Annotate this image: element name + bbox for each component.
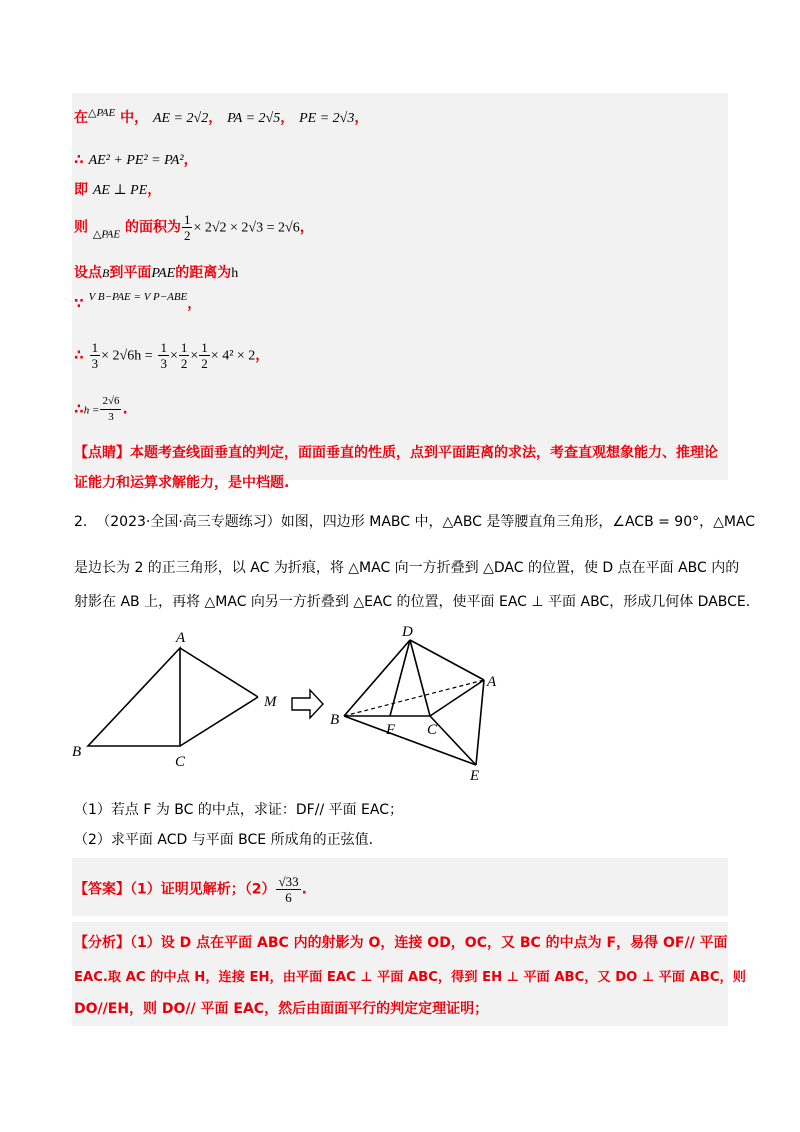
denominator: 2	[201, 356, 208, 371]
solution-line-6	[74, 291, 201, 313]
text: ，	[280, 110, 295, 126]
numerator: 1	[180, 340, 188, 355]
label-A-left: A	[176, 630, 186, 646]
text: 到平面	[109, 265, 152, 281]
math: h =	[83, 404, 100, 417]
analysis-line-1	[74, 932, 728, 952]
label-A-right: A	[487, 674, 497, 690]
problem-line-1	[74, 511, 755, 531]
math: △PAE	[88, 107, 116, 119]
times: ×	[169, 348, 178, 364]
solution-line-7	[74, 340, 269, 371]
text: （2023·全国·高三专题练习）如图，四边形 MABC 中，△ABC 是等腰直角三角形，∠ACB = 90°，△MAC	[96, 514, 756, 530]
question-2	[74, 829, 373, 849]
analysis-line-2	[74, 966, 746, 985]
text: （1）若点 F 为 BC 的中点，求证：DF// 平面 EAC；	[74, 802, 404, 818]
text: （2）求平面 ACD 与平面 BCE 所成角的正弦值.	[74, 832, 374, 848]
comment-tag: 【点睛】	[74, 445, 130, 461]
text: ∵	[74, 296, 84, 312]
denominator: 3	[160, 356, 167, 371]
text: ，	[183, 152, 198, 168]
math: AE = 2√2	[152, 111, 209, 126]
problem-line-2	[74, 557, 739, 577]
label-D-right: D	[402, 624, 413, 640]
text: ∴	[74, 401, 84, 418]
text: ，	[147, 182, 162, 198]
comment-line-2	[74, 472, 289, 492]
text: ，	[255, 347, 270, 364]
denominator: 2	[183, 228, 191, 243]
numerator: 1	[201, 340, 208, 355]
label-F-right: F	[386, 722, 396, 738]
text: 是边长为 2 的正三角形，以 AC 为折痕，将 △MAC 向一方折叠到 △DAC 的位置，使 D 点在平面 ABC 内的	[74, 560, 740, 576]
arrow-icon	[292, 690, 323, 718]
text: （1）证明见解析；（2）	[130, 881, 276, 898]
label-C-right: C	[427, 722, 438, 738]
math: AE ⊥ PE	[92, 183, 148, 198]
text: ，	[299, 219, 314, 236]
math: V B−PAE = V P−ABE	[88, 291, 188, 303]
math: PE = 2√3	[299, 111, 355, 126]
fraction	[276, 874, 300, 905]
label-C-left: C	[175, 754, 186, 770]
answer-tag: 【答案】	[74, 881, 130, 898]
text: ∴	[74, 347, 84, 364]
label-B-right: B	[330, 712, 340, 728]
text: 中，	[120, 110, 149, 126]
text: .	[301, 881, 307, 898]
solution-line-8	[74, 394, 128, 425]
text: ，	[208, 110, 223, 126]
text: 设点	[74, 265, 102, 281]
fraction	[199, 340, 210, 371]
solution-line-4	[74, 212, 314, 243]
fraction	[182, 212, 193, 243]
text: 即	[74, 182, 88, 198]
solution-line-2	[74, 149, 198, 169]
analysis-line-3	[74, 998, 488, 1018]
answer-line	[74, 874, 307, 905]
math: PAE	[151, 266, 176, 281]
numerator: 1	[91, 340, 99, 355]
denominator: 3	[91, 356, 99, 371]
fraction	[100, 394, 121, 425]
left-figure	[88, 648, 258, 746]
math: B	[102, 266, 110, 280]
label-E-right: E	[470, 768, 480, 784]
text: EAC.取 AC 的中点 H，连接 EH，由平面 EAC ⊥ 平面 ABC，得到 EH ⊥ 平面 ABC，又 DO ⊥ 平面 ABC，则	[74, 970, 746, 985]
text: 的距离为	[175, 265, 232, 281]
question-1	[74, 799, 403, 819]
solution-line-3	[74, 179, 161, 199]
math: PA = 2√5	[227, 111, 281, 126]
numerator: √33	[278, 874, 299, 889]
numerator: 1	[160, 340, 167, 355]
text: ，	[187, 296, 202, 312]
fraction	[179, 340, 190, 371]
math: h	[231, 266, 239, 281]
numerator: 1	[183, 212, 191, 227]
math: × 4² × 2	[210, 348, 256, 364]
solution-line-5	[74, 262, 238, 282]
denominator: 6	[285, 890, 292, 905]
text: ∴	[74, 152, 84, 168]
problem-number: 2.	[74, 514, 88, 530]
text: ，	[354, 110, 369, 126]
denominator: 2	[180, 356, 188, 371]
times: ×	[190, 348, 199, 364]
text: .	[122, 401, 128, 418]
label-B-left: B	[72, 744, 82, 760]
numerator: 2√6	[100, 394, 121, 410]
text: 在	[74, 110, 88, 126]
text: （1）设 D 点在平面 ABC 内的射影为 O，连接 OD，OC，又 BC 的中点为 F，易得 OF// 平面	[130, 935, 728, 951]
text: 则	[74, 219, 88, 236]
text: 本题考查线面垂直的判定，面面垂直的性质，点到平面距离的求法，考查直观想象能力、推理论	[130, 445, 718, 461]
fraction	[90, 340, 101, 371]
text: 证能力和运算求解能力，是中档题.	[74, 475, 290, 491]
math: × 2√2 × 2√3 = 2√6	[193, 220, 300, 236]
comment-line-1	[74, 442, 726, 462]
denominator: 3	[108, 411, 114, 423]
math: × 2√6h =	[101, 348, 153, 364]
analysis-tag: 【分析】	[74, 935, 130, 951]
problem-line-3	[74, 591, 750, 611]
text: 射影在 AB 上，再将 △MAC 向另一方折叠到 △EAC 的位置，使平面 EAC ⊥ 平面 ABC，形成几何体 DABCE.	[74, 594, 751, 610]
math: △PAE	[92, 228, 121, 241]
math: AE² + PE² = PA²	[88, 153, 184, 168]
solution-line-1	[74, 106, 368, 127]
right-figure	[344, 640, 484, 765]
text: DO//EH，则 DO// 平面 EAC，然后由面面平行的判定定理证明；	[74, 1001, 489, 1017]
fraction	[158, 340, 169, 371]
label-M-left: M	[264, 694, 277, 710]
text: 的面积为	[124, 219, 181, 236]
figure	[0, 620, 800, 820]
